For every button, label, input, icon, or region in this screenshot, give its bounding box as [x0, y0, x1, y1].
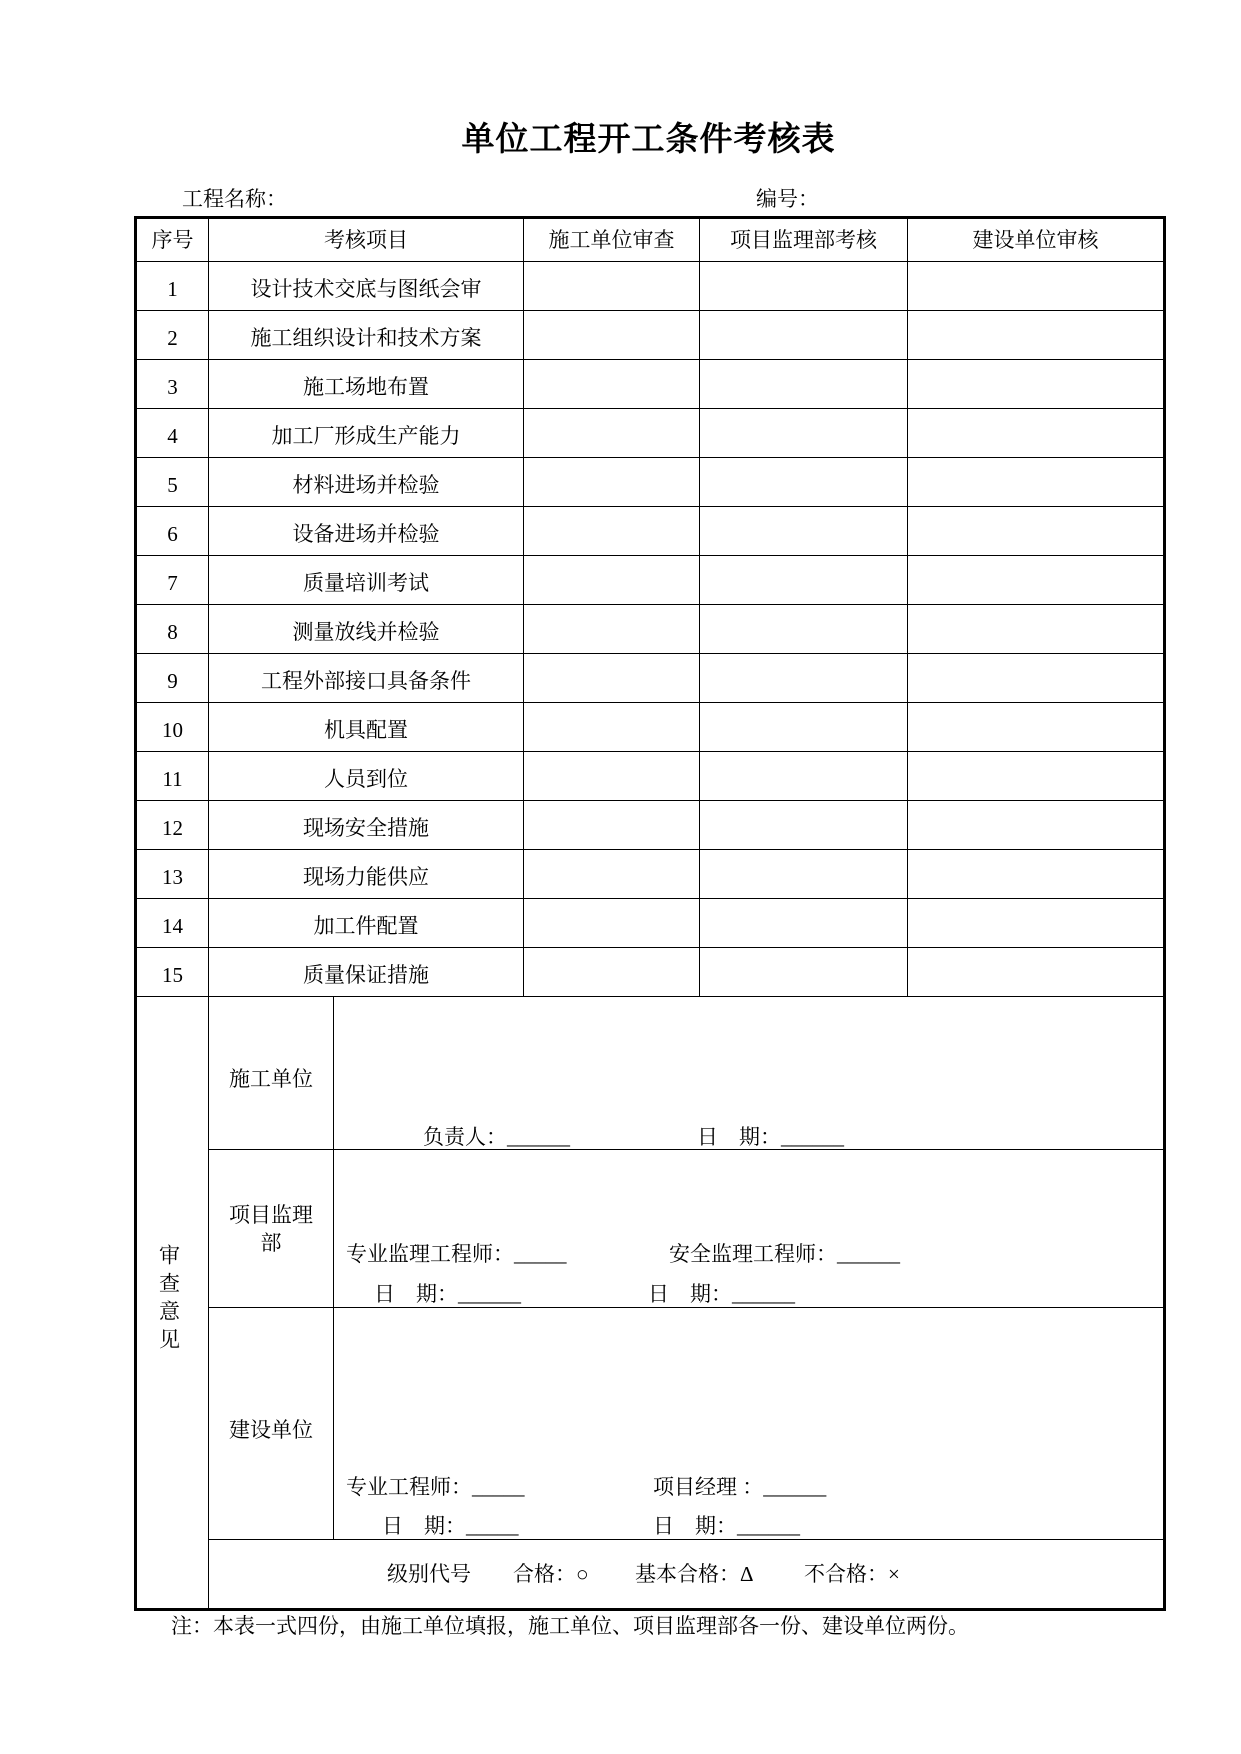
- construction-unit-label: 施工单位: [209, 997, 334, 1150]
- supervision-opinion-cell: [334, 1150, 1165, 1308]
- inspection-item: 施工组织设计和技术方案: [209, 311, 524, 360]
- owner-check-cell: [908, 703, 1165, 752]
- supervision-check-cell: [700, 654, 908, 703]
- inspection-item: 加工厂形成生产能力: [209, 409, 524, 458]
- supervision-check-cell: [700, 752, 908, 801]
- construction-check-cell: [524, 605, 700, 654]
- owner-label: 建设单位: [209, 1308, 334, 1540]
- table-row: [136, 458, 1165, 507]
- supervision-check-cell: [700, 899, 908, 948]
- supervision-date-field: 日 期：______: [374, 1282, 521, 1306]
- table-row: [136, 360, 1165, 409]
- project-manager-field: 项目经理 ：______: [653, 1475, 827, 1499]
- supervision-check-cell: [700, 605, 908, 654]
- row-number: 5: [136, 458, 209, 507]
- owner-check-cell: [908, 752, 1165, 801]
- row-number: 3: [136, 360, 209, 409]
- construction-check-cell: [524, 801, 700, 850]
- owner-check-cell: [908, 948, 1165, 997]
- inspection-item: 机具配置: [209, 703, 524, 752]
- inspection-item: 测量放线并检验: [209, 605, 524, 654]
- supervision-check-cell: [700, 801, 908, 850]
- construction-check-cell: [524, 703, 700, 752]
- table-row: [136, 654, 1165, 703]
- table-row: [136, 801, 1165, 850]
- owner-opinion-cell: [334, 1308, 1165, 1540]
- table-row: [136, 507, 1165, 556]
- construction-check-cell: [524, 458, 700, 507]
- grade-code-cell: [209, 1540, 1165, 1610]
- assessment-table: [134, 216, 1166, 1611]
- construction-check-cell: [524, 409, 700, 458]
- owner-check-cell: [908, 311, 1165, 360]
- row-number: 1: [136, 262, 209, 311]
- owner-check-cell: [908, 605, 1165, 654]
- owner-opinion-row: [136, 1308, 1165, 1540]
- row-number: 15: [136, 948, 209, 997]
- table-row: [136, 850, 1165, 899]
- construction-check-cell: [524, 360, 700, 409]
- construction-check-cell: [524, 507, 700, 556]
- owner-check-cell: [908, 899, 1165, 948]
- owner-check-cell: [908, 409, 1165, 458]
- table-row: [136, 752, 1165, 801]
- table-header-row: [136, 218, 1165, 262]
- supervision-check-cell: [700, 458, 908, 507]
- supervision-check-cell: [700, 850, 908, 899]
- form-title: 单位工程开工条件考核表: [461, 122, 836, 158]
- owner-check-cell: [908, 654, 1165, 703]
- supervision-label: 项目监理部: [229, 1202, 313, 1255]
- row-number: 11: [136, 752, 209, 801]
- construction-check-cell: [524, 899, 700, 948]
- row-number: 14: [136, 899, 209, 948]
- owner-check-cell: [908, 458, 1165, 507]
- responsible-person-field: 负责人：______: [423, 1125, 570, 1149]
- table-row: [136, 948, 1165, 997]
- table-row: [136, 262, 1165, 311]
- supervision-check-cell: [700, 360, 908, 409]
- safety-engineer-field: 安全监理工程师：______: [669, 1242, 900, 1266]
- owner-check-cell: [908, 850, 1165, 899]
- table-row: [136, 311, 1165, 360]
- header-no: 序号: [136, 218, 209, 262]
- inspection-item: 工程外部接口具备条件: [209, 654, 524, 703]
- header-item: 考核项目: [209, 218, 524, 262]
- grade-fail: 不合格：×: [804, 1562, 900, 1586]
- header-supervision-check: 项目监理部考核: [700, 218, 908, 262]
- row-number: 4: [136, 409, 209, 458]
- inspection-item: 人员到位: [209, 752, 524, 801]
- header-owner-check: 建设单位审核: [908, 218, 1165, 262]
- construction-unit-opinion-row: [136, 997, 1165, 1150]
- table-row: [136, 605, 1165, 654]
- inspection-item: 现场力能供应: [209, 850, 524, 899]
- inspection-item: 材料进场并检验: [209, 458, 524, 507]
- form-number-label: 编号：: [756, 187, 819, 211]
- project-name-label: 工程名称：: [182, 187, 287, 211]
- owner-engineer-date-field: 日 期：_____: [382, 1514, 519, 1538]
- inspection-item: 施工场地布置: [209, 360, 524, 409]
- inspection-item: 加工件配置: [209, 899, 524, 948]
- supervision-engineer-field: 专业监理工程师：_____: [346, 1242, 567, 1266]
- table-row: [136, 556, 1165, 605]
- inspection-item: 设计技术交底与图纸会审: [209, 262, 524, 311]
- table-row: [136, 703, 1165, 752]
- grade-code-row: [136, 1540, 1165, 1610]
- owner-engineer-field: 专业工程师：_____: [346, 1475, 525, 1499]
- header-construction-check: 施工单位审查: [524, 218, 700, 262]
- grade-pass: 合格：○: [513, 1562, 589, 1586]
- owner-check-cell: [908, 262, 1165, 311]
- table-row: [136, 899, 1165, 948]
- row-number: 6: [136, 507, 209, 556]
- row-number: 10: [136, 703, 209, 752]
- supervision-check-cell: [700, 948, 908, 997]
- supervision-check-cell: [700, 311, 908, 360]
- row-number: 12: [136, 801, 209, 850]
- inspection-item: 质量保证措施: [209, 948, 524, 997]
- owner-check-cell: [908, 801, 1165, 850]
- footnote: 注：本表一式四份，由施工单位填报，施工单位、项目监理部各一份、建设单位两份。: [171, 1614, 969, 1638]
- construction-date-field: 日 期：______: [697, 1125, 844, 1149]
- row-number: 2: [136, 311, 209, 360]
- supervision-check-cell: [700, 507, 908, 556]
- inspection-item: 设备进场并检验: [209, 507, 524, 556]
- supervision-check-cell: [700, 703, 908, 752]
- inspection-item: 现场安全措施: [209, 801, 524, 850]
- construction-check-cell: [524, 654, 700, 703]
- supervision-opinion-row: [136, 1150, 1165, 1308]
- table-row: [136, 409, 1165, 458]
- row-number: 7: [136, 556, 209, 605]
- supervision-check-cell: [700, 556, 908, 605]
- supervision-check-cell: [700, 409, 908, 458]
- construction-check-cell: [524, 752, 700, 801]
- owner-check-cell: [908, 556, 1165, 605]
- construction-check-cell: [524, 850, 700, 899]
- inspection-item: 质量培训考试: [209, 556, 524, 605]
- review-opinion-cell: [136, 997, 209, 1610]
- supervision-label-cell: [209, 1150, 334, 1308]
- project-manager-date-field: 日 期：______: [653, 1514, 800, 1538]
- construction-check-cell: [524, 311, 700, 360]
- construction-check-cell: [524, 262, 700, 311]
- grade-code-label: 级别代号: [387, 1562, 471, 1586]
- construction-check-cell: [524, 948, 700, 997]
- owner-check-cell: [908, 360, 1165, 409]
- grade-basic-pass: 基本合格：Δ: [635, 1562, 754, 1586]
- row-number: 13: [136, 850, 209, 899]
- safety-date-field: 日 期：______: [648, 1282, 795, 1306]
- review-opinion-label: 审查意见: [156, 1244, 181, 1356]
- row-number: 9: [136, 654, 209, 703]
- supervision-check-cell: [700, 262, 908, 311]
- owner-check-cell: [908, 507, 1165, 556]
- construction-unit-opinion-cell: [334, 997, 1165, 1150]
- construction-check-cell: [524, 556, 700, 605]
- row-number: 8: [136, 605, 209, 654]
